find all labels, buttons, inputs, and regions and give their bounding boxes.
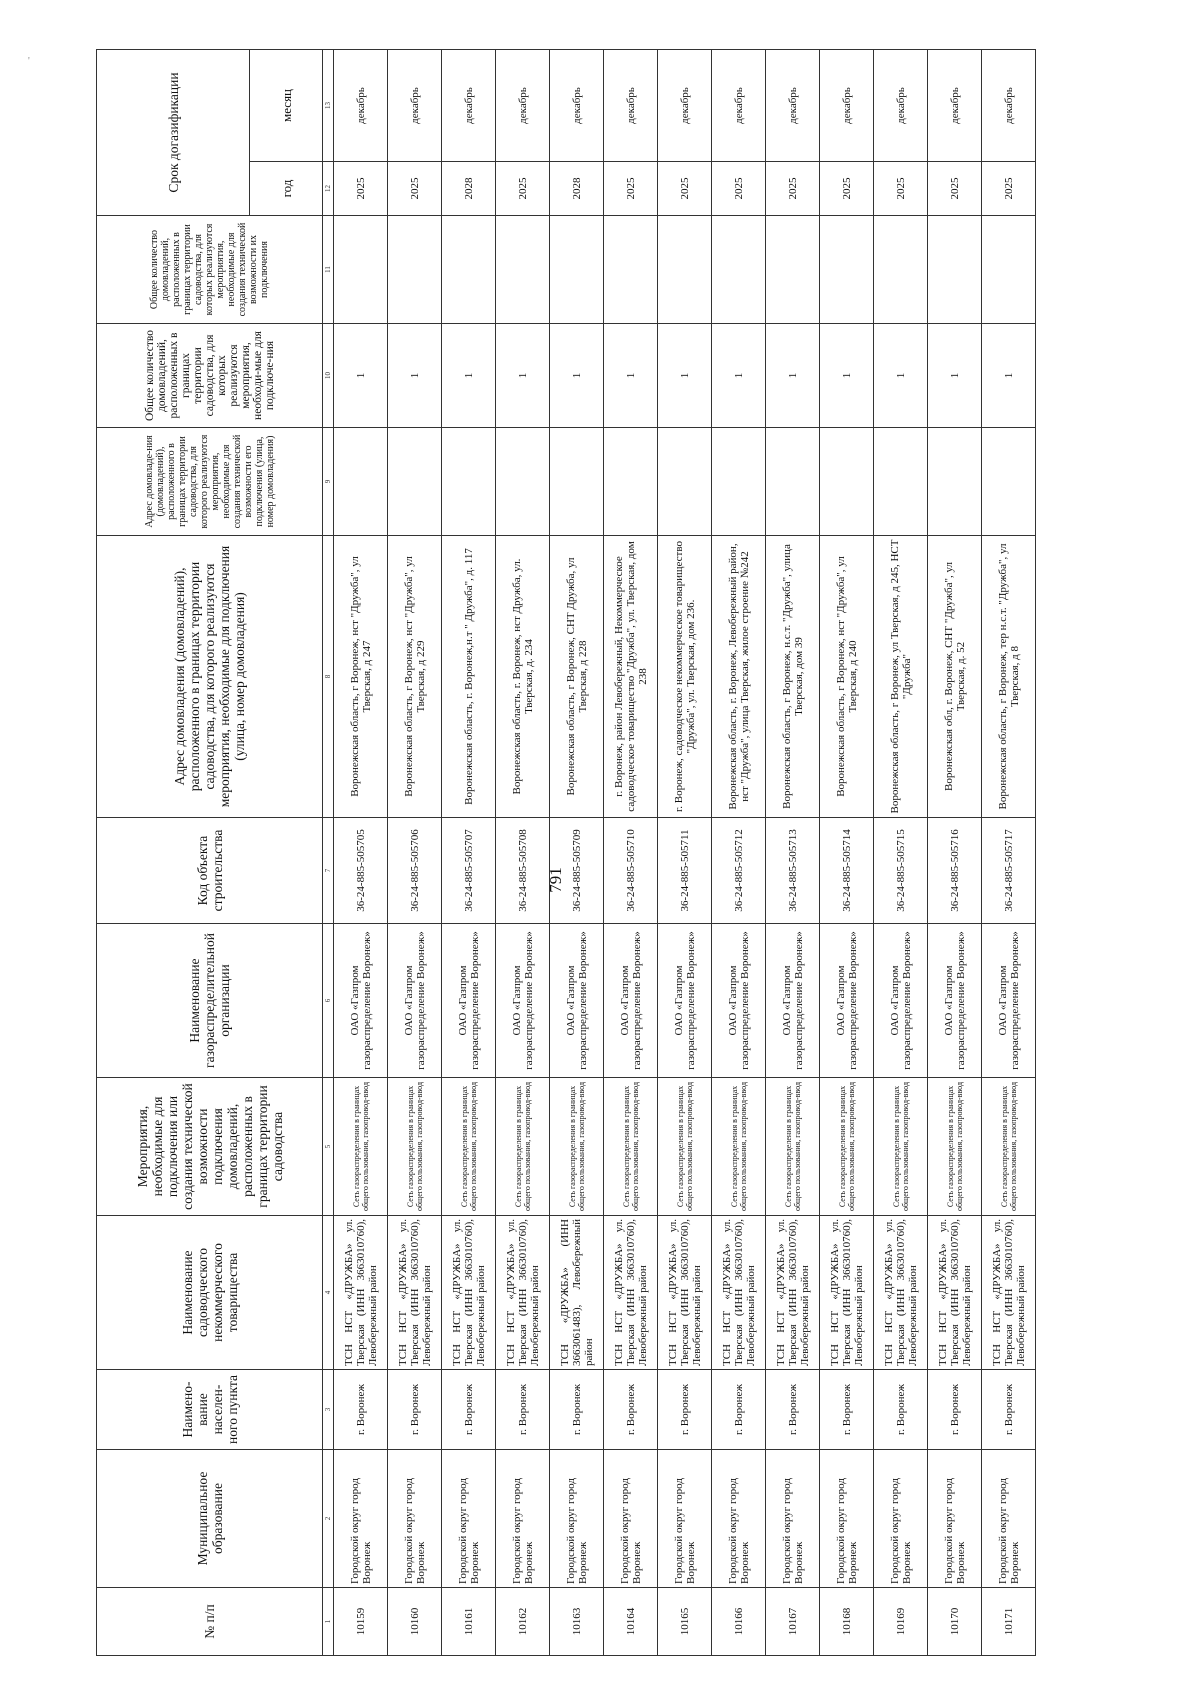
header-month: месяц	[250, 49, 323, 161]
table-row	[766, 49, 820, 1655]
column-number: 10	[323, 324, 334, 428]
measure-cell: Сеть газораспределения в границах общего пользования, газопровод-ввод	[982, 1078, 1036, 1216]
column-number: 9	[323, 428, 334, 536]
settlement-cell: г. Воронеж	[982, 1370, 1036, 1450]
address-cell: г. Воронеж, район Левобережный, Некоммерческое садоводческое товарищество "Дружба", ул. Тверская, дом 238	[604, 536, 658, 818]
address-tech-cell	[604, 428, 658, 536]
object-code-cell: 36-24-885-505709	[550, 818, 604, 924]
household-count-tech-cell	[658, 216, 712, 324]
column-number: 1	[323, 1588, 334, 1656]
table-row	[928, 49, 982, 1655]
year-cell: 2025	[604, 162, 658, 216]
measure-cell: Сеть газораспределения в границах общего пользования, газопровод-ввод	[496, 1078, 550, 1216]
table-row	[658, 49, 712, 1655]
snt-cell: ТСН НСТ «ДРУЖБА» ул. Тверская (ИНН 3663010760), Левобережный район	[982, 1216, 1036, 1370]
household-count-tech-cell	[712, 216, 766, 324]
household-count-tech-cell	[388, 216, 442, 324]
header-term: Срок догазификации	[97, 49, 250, 215]
month-cell: декабрь	[550, 49, 604, 161]
header-address-tech: Адрес домовладе-ния (домовладений), расположенного в границах территории садоводства, для которого реализуются мероприятия, необходимые для создания технической возможности его подключения (улица, номер домовладения)	[97, 428, 323, 536]
object-code-cell: 36-24-885-505707	[442, 818, 496, 924]
object-code-cell: 36-24-885-505716	[928, 818, 982, 924]
household-count-cell: 1	[334, 324, 388, 428]
table-row	[334, 49, 388, 1655]
object-code-cell: 36-24-885-505714	[820, 818, 874, 924]
address-cell: Воронежская область, г Воронеж, СНТ Дружба, ул Тверская, д 228	[550, 536, 604, 818]
object-code-cell: 36-24-885-505715	[874, 818, 928, 924]
address-tech-cell	[766, 428, 820, 536]
settlement-cell: г. Воронеж	[820, 1370, 874, 1450]
settlement-cell: г. Воронеж	[496, 1370, 550, 1450]
month-cell: декабрь	[442, 49, 496, 161]
year-cell: 2025	[334, 162, 388, 216]
address-cell: Воронежская обл, г. Воронеж, СНТ "Дружба", ул Тверская, д. 52	[928, 536, 982, 818]
gas-org-cell: ОАО «Газпром газораспределение Воронеж»	[442, 924, 496, 1078]
year-cell: 2025	[388, 162, 442, 216]
snt-cell: ТСН НСТ «ДРУЖБА» ул. Тверская (ИНН 3663010760), Левобережный район	[604, 1216, 658, 1370]
snt-cell: ТСН НСТ «ДРУЖБА» ул. Тверская (ИНН 3663010760), Левобережный район	[334, 1216, 388, 1370]
header-measures: Мероприятия, необходимые для подключения или создания технической возможности подключения домовладений, расположенных в границах территории садоводства	[97, 1078, 323, 1216]
gas-org-cell: ОАО «Газпром газораспределение Воронеж»	[658, 924, 712, 1078]
settlement-cell: г. Воронеж	[334, 1370, 388, 1450]
year-cell: 2025	[712, 162, 766, 216]
settlement-cell: г. Воронеж	[550, 1370, 604, 1450]
table-row	[820, 49, 874, 1655]
municipality-cell: Городской округ город Воронеж	[820, 1450, 874, 1588]
year-cell: 2028	[550, 162, 604, 216]
household-count-cell: 1	[712, 324, 766, 428]
measure-cell: Сеть газораспределения в границах общего пользования, газопровод-ввод	[820, 1078, 874, 1216]
settlement-cell: г. Воронеж	[658, 1370, 712, 1450]
gasification-table	[96, 49, 1036, 1656]
address-cell: Воронежская область, г. Воронеж, Левобережный район, нст "Дружба", улица Тверская, жилое строение №242	[712, 536, 766, 818]
object-code-cell: 36-24-885-505712	[712, 818, 766, 924]
object-code-cell: 36-24-885-505710	[604, 818, 658, 924]
month-cell: декабрь	[874, 49, 928, 161]
address-tech-cell	[928, 428, 982, 536]
header-municipality: Муниципальное образование	[97, 1450, 323, 1588]
year-cell: 2025	[766, 162, 820, 216]
measure-cell: Сеть газораспределения в границах общего пользования, газопровод-ввод	[766, 1078, 820, 1216]
measure-cell: Сеть газораспределения в границах общего пользования, газопровод-ввод	[928, 1078, 982, 1216]
household-count-tech-cell	[820, 216, 874, 324]
municipality-cell: Городской округ город Воронеж	[388, 1450, 442, 1588]
household-count-tech-cell	[550, 216, 604, 324]
column-number: 12	[323, 162, 334, 216]
municipality-cell: Городской округ город Воронеж	[928, 1450, 982, 1588]
settlement-cell: г. Воронеж	[604, 1370, 658, 1450]
month-cell: декабрь	[658, 49, 712, 161]
month-cell: декабрь	[334, 49, 388, 161]
month-cell: декабрь	[820, 49, 874, 161]
address-cell: Воронежская область, г Воронеж, нст "Дружба", ул Тверская, д 240	[820, 536, 874, 818]
measure-cell: Сеть газораспределения в границах общего пользования, газопровод-ввод	[712, 1078, 766, 1216]
gasification-table-wrapper	[96, 50, 1102, 1656]
household-count-tech-cell	[334, 216, 388, 324]
address-tech-cell	[658, 428, 712, 536]
snt-cell: ТСН НСТ «ДРУЖБА» ул. Тверская (ИНН 3663010760), Левобережный район	[442, 1216, 496, 1370]
settlement-cell: г. Воронеж	[874, 1370, 928, 1450]
municipality-cell: Городской округ город Воронеж	[442, 1450, 496, 1588]
table-row	[712, 49, 766, 1655]
address-tech-cell	[388, 428, 442, 536]
household-count-cell: 1	[766, 324, 820, 428]
month-cell: декабрь	[712, 49, 766, 161]
column-number: 11	[323, 216, 334, 324]
household-count-cell: 1	[982, 324, 1036, 428]
row-number: 10163	[550, 1588, 604, 1656]
household-count-cell: 1	[874, 324, 928, 428]
household-count-cell: 1	[928, 324, 982, 428]
settlement-cell: г. Воронеж	[442, 1370, 496, 1450]
row-number: 10167	[766, 1588, 820, 1656]
municipality-cell: Городской округ город Воронеж	[658, 1450, 712, 1588]
header-address: Адрес домовладения (домовладений), расположенного в границах территории садоводства, для которого реализуются мероприятия, необходимые для подключения (улица, номер домовладения)	[97, 536, 323, 818]
header-settlement: Наимено-вание населен-ного пункта	[97, 1370, 323, 1450]
header-year: год	[250, 162, 323, 216]
municipality-cell: Городской округ город Воронеж	[766, 1450, 820, 1588]
header-count-tech: Общее количество домовладений, расположенных в границах территории садоводства, для которых реализуются мероприятия, необходимые для создания технической возможности их подключения	[97, 216, 323, 324]
column-number: 5	[323, 1078, 334, 1216]
snt-cell: ТСН НСТ «ДРУЖБА» ул. Тверская (ИНН 3663010760), Левобережный район	[928, 1216, 982, 1370]
month-cell: декабрь	[496, 49, 550, 161]
address-tech-cell	[712, 428, 766, 536]
gas-org-cell: ОАО «Газпром газораспределение Воронеж»	[820, 924, 874, 1078]
row-number: 10171	[982, 1588, 1036, 1656]
address-tech-cell	[334, 428, 388, 536]
header-row	[97, 49, 250, 1655]
measure-cell: Сеть газораспределения в границах общего пользования, газопровод-ввод	[388, 1078, 442, 1216]
table-row	[496, 49, 550, 1655]
household-count-tech-cell	[874, 216, 928, 324]
address-cell: Воронежская область, г Воронеж, нст "Дружба", ул Тверская, д 247	[334, 536, 388, 818]
address-cell: Воронежская область, г. Воронеж,н.т " Дружба", д. 117	[442, 536, 496, 818]
household-count-cell: 1	[550, 324, 604, 428]
gas-org-cell: ОАО «Газпром газораспределение Воронеж»	[766, 924, 820, 1078]
settlement-cell: г. Воронеж	[928, 1370, 982, 1450]
column-number: 4	[323, 1216, 334, 1370]
object-code-cell: 36-24-885-505713	[766, 818, 820, 924]
address-cell: Воронежская область, г. Воронеж, нст Дружба, ул. Тверская, д. 234	[496, 536, 550, 818]
month-cell: декабрь	[766, 49, 820, 161]
household-count-tech-cell	[982, 216, 1036, 324]
row-number: 10166	[712, 1588, 766, 1656]
year-cell: 2025	[820, 162, 874, 216]
row-number: 10161	[442, 1588, 496, 1656]
row-number: 10170	[928, 1588, 982, 1656]
snt-cell: ТСН НСТ «ДРУЖБА» ул. Тверская (ИНН 3663010760), Левобережный район	[388, 1216, 442, 1370]
snt-cell: ТСН НСТ «ДРУЖБА» ул. Тверская (ИНН 3663010760), Левобережный район	[496, 1216, 550, 1370]
header-num: № п/п	[97, 1588, 323, 1656]
row-number: 10160	[388, 1588, 442, 1656]
address-cell: Воронежская область, г Воронеж, тер н.с.т. "Дружба", ул Тверская, д 8	[982, 536, 1036, 818]
object-code-cell: 36-24-885-505705	[334, 818, 388, 924]
household-count-tech-cell	[604, 216, 658, 324]
address-tech-cell	[550, 428, 604, 536]
year-cell: 2025	[658, 162, 712, 216]
municipality-cell: Городской округ город Воронеж	[712, 1450, 766, 1588]
measure-cell: Сеть газораспределения в границах общего пользования, газопровод-ввод	[550, 1078, 604, 1216]
household-count-cell: 1	[496, 324, 550, 428]
header-count: Общее количество домовладений, расположенных в границах территории садоводства, для которых реализуются мероприятия, необходи-мые для подключе-ния	[97, 324, 323, 428]
municipality-cell: Городской округ город Воронеж	[334, 1450, 388, 1588]
row-number: 10164	[604, 1588, 658, 1656]
household-count-tech-cell	[442, 216, 496, 324]
header-snt: Наименование садоводческого некоммерческого товарищества	[97, 1216, 323, 1370]
address-cell: Воронежская область, г Воронеж, н.с.т. "Дружба", улица Тверская, дом 39	[766, 536, 820, 818]
page-number: 791	[546, 867, 565, 893]
address-cell: г. Воронеж, садоводческое некоммерческое товарищество "Дружба", ул. Тверская, дом 236.	[658, 536, 712, 818]
table-row	[982, 49, 1036, 1655]
address-tech-cell	[874, 428, 928, 536]
municipality-cell: Городской округ город Воронеж	[982, 1450, 1036, 1588]
snt-cell: ТСН НСТ «ДРУЖБА» ул. Тверская (ИНН 3663010760), Левобережный район	[820, 1216, 874, 1370]
month-cell: декабрь	[604, 49, 658, 161]
column-numbers-row	[323, 49, 334, 1655]
snt-cell: ТСН НСТ «ДРУЖБА» ул. Тверская (ИНН 3663010760), Левобережный район	[712, 1216, 766, 1370]
column-number: 13	[323, 49, 334, 161]
header-gas-org: Наименование газораспределительной организации	[97, 924, 323, 1078]
table-row	[550, 49, 604, 1655]
gas-org-cell: ОАО «Газпром газораспределение Воронеж»	[550, 924, 604, 1078]
table-row	[604, 49, 658, 1655]
household-count-tech-cell	[496, 216, 550, 324]
gas-org-cell: ОАО «Газпром газораспределение Воронеж»	[928, 924, 982, 1078]
household-count-cell: 1	[658, 324, 712, 428]
row-number: 10169	[874, 1588, 928, 1656]
month-cell: декабрь	[982, 49, 1036, 161]
snt-cell: ТСН «ДРУЖБА» (ИНН 3663061483), Левобережный район	[550, 1216, 604, 1370]
row-number: 10165	[658, 1588, 712, 1656]
address-tech-cell	[820, 428, 874, 536]
row-number: 10159	[334, 1588, 388, 1656]
object-code-cell: 36-24-885-505708	[496, 818, 550, 924]
snt-cell: ТСН НСТ «ДРУЖБА» ул. Тверская (ИНН 3663010760), Левобережный район	[658, 1216, 712, 1370]
gas-org-cell: ОАО «Газпром газораспределение Воронеж»	[496, 924, 550, 1078]
row-number: 10168	[820, 1588, 874, 1656]
table-row	[442, 49, 496, 1655]
settlement-cell: г. Воронеж	[388, 1370, 442, 1450]
year-cell: 2025	[982, 162, 1036, 216]
measure-cell: Сеть газораспределения в границах общего пользования, газопровод-ввод	[658, 1078, 712, 1216]
column-number: 6	[323, 924, 334, 1078]
header-code: Код объекта строительства	[97, 818, 323, 924]
gas-org-cell: ОАО «Газпром газораспределение Воронеж»	[712, 924, 766, 1078]
gas-org-cell: ОАО «Газпром газораспределение Воронеж»	[334, 924, 388, 1078]
object-code-cell: 36-24-885-505706	[388, 818, 442, 924]
gas-org-cell: ОАО «Газпром газораспределение Воронеж»	[874, 924, 928, 1078]
column-number: 8	[323, 536, 334, 818]
household-count-cell: 1	[820, 324, 874, 428]
month-cell: декабрь	[928, 49, 982, 161]
gas-org-cell: ОАО «Газпром газораспределение Воронеж»	[388, 924, 442, 1078]
measure-cell: Сеть газораспределения в границах общего пользования, газопровод-ввод	[874, 1078, 928, 1216]
object-code-cell: 36-24-885-505717	[982, 818, 1036, 924]
month-cell: декабрь	[388, 49, 442, 161]
municipality-cell: Городской округ город Воронеж	[604, 1450, 658, 1588]
year-cell: 2025	[496, 162, 550, 216]
year-cell: 2028	[442, 162, 496, 216]
gas-org-cell: ОАО «Газпром газораспределение Воронеж»	[604, 924, 658, 1078]
measure-cell: Сеть газораспределения в границах общего пользования, газопровод-ввод	[442, 1078, 496, 1216]
column-number: 7	[323, 818, 334, 924]
year-cell: 2025	[874, 162, 928, 216]
column-number: 2	[323, 1450, 334, 1588]
household-count-cell: 1	[604, 324, 658, 428]
address-tech-cell	[982, 428, 1036, 536]
measure-cell: Сеть газораспределения в границах общего пользования, газопровод-ввод	[334, 1078, 388, 1216]
address-cell: Воронежская область, г Воронеж, ул Тверская, д 245, НСТ "Дружба"	[874, 536, 928, 818]
settlement-cell: г. Воронеж	[766, 1370, 820, 1450]
table-row	[388, 49, 442, 1655]
address-tech-cell	[496, 428, 550, 536]
table-row	[874, 49, 928, 1655]
row-number: 10162	[496, 1588, 550, 1656]
settlement-cell: г. Воронеж	[712, 1370, 766, 1450]
municipality-cell: Городской округ город Воронеж	[874, 1450, 928, 1588]
household-count-cell: 1	[388, 324, 442, 428]
year-cell: 2025	[928, 162, 982, 216]
household-count-cell: 1	[442, 324, 496, 428]
address-cell: Воронежская область, г Воронеж, нст "Дружба", ул Тверская, д 229	[388, 536, 442, 818]
address-tech-cell	[442, 428, 496, 536]
snt-cell: ТСН НСТ «ДРУЖБА» ул. Тверская (ИНН 3663010760), Левобережный район	[874, 1216, 928, 1370]
measure-cell: Сеть газораспределения в границах общего пользования, газопровод-ввод	[604, 1078, 658, 1216]
column-number: 3	[323, 1370, 334, 1450]
municipality-cell: Городской округ город Воронеж	[550, 1450, 604, 1588]
gas-org-cell: ОАО «Газпром газораспределение Воронеж»	[982, 924, 1036, 1078]
object-code-cell: 36-24-885-505711	[658, 818, 712, 924]
snt-cell: ТСН НСТ «ДРУЖБА» ул. Тверская (ИНН 3663010760), Левобережный район	[766, 1216, 820, 1370]
household-count-tech-cell	[766, 216, 820, 324]
municipality-cell: Городской округ город Воронеж	[496, 1450, 550, 1588]
household-count-tech-cell	[928, 216, 982, 324]
corner-mark: '	[28, 56, 30, 67]
